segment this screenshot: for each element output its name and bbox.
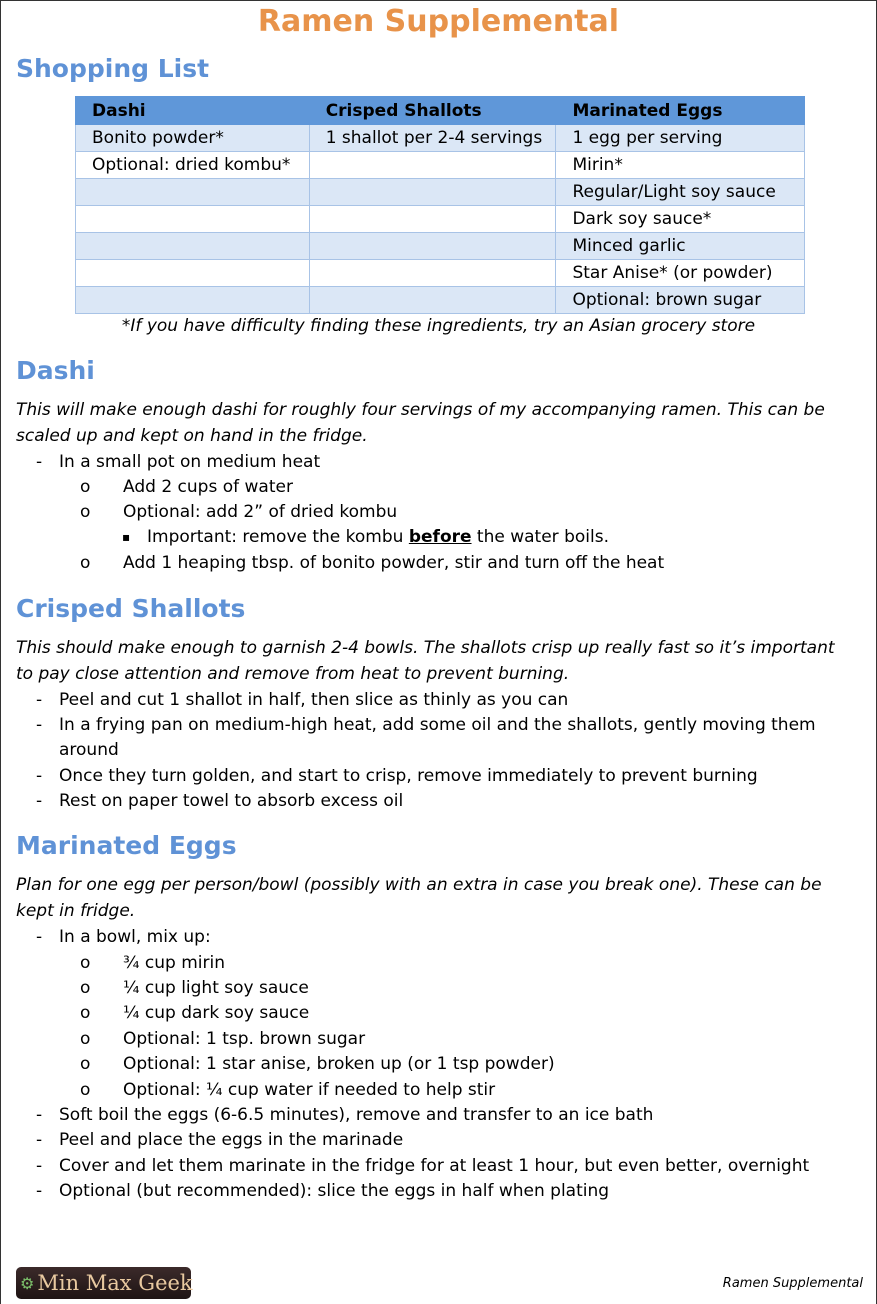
shopping-list-heading: Shopping List — [16, 54, 210, 83]
column-header: Crisped Shallots — [309, 97, 556, 125]
table-cell: Minced garlic — [556, 233, 805, 260]
table-cell: Mirin* — [556, 152, 805, 179]
eggs-mix-item: Optional: ¼ cup water if needed to help stir — [123, 1080, 496, 1100]
circle-bullet: o — [80, 1054, 91, 1074]
dash-bullet: - — [36, 927, 43, 947]
table-cell — [76, 260, 310, 287]
dash-bullet: - — [36, 1130, 43, 1150]
eggs-mix-item: Optional: 1 tsp. brown sugar — [123, 1029, 366, 1049]
table-cell — [309, 287, 556, 314]
shallots-heading: Crisped Shallots — [16, 594, 246, 623]
table-cell — [309, 260, 556, 287]
eggs-mix-item: Optional: 1 star anise, broken up (or 1 tsp powder) — [123, 1054, 555, 1074]
eggs-mix-item: ¼ cup dark soy sauce — [123, 1003, 310, 1023]
circle-bullet: o — [80, 953, 91, 973]
circle-bullet: o — [80, 978, 91, 998]
shallots-step-1: Peel and cut 1 shallot in half, then slice as thinly as you can — [59, 690, 569, 710]
table-row — [76, 152, 805, 179]
dash-bullet: - — [36, 1105, 43, 1125]
table-row — [76, 287, 805, 314]
eggs-heading: Marinated Eggs — [16, 831, 237, 860]
table-row — [76, 233, 805, 260]
shallots-step-3: Once they turn golden, and start to crisp, remove immediately to prevent burning — [59, 766, 758, 786]
table-cell: Bonito powder* — [76, 125, 310, 152]
dash-bullet: - — [36, 1156, 43, 1176]
eggs-step-3: Peel and place the eggs in the marinade — [59, 1130, 404, 1150]
shallots-intro: This should make enough to garnish 2-4 bowls. The shallots crisp up really fast so it’s important to pay close attention and remove from heat to prevent burning. — [16, 638, 835, 684]
table-row — [76, 179, 805, 206]
table-cell: 1 shallot per 2-4 servings — [309, 125, 556, 152]
dash-bullet: - — [36, 1181, 43, 1201]
table-cell: Regular/Light soy sauce — [556, 179, 805, 206]
shallots-step-2-cont: around — [59, 740, 119, 760]
table-row — [76, 206, 805, 233]
circle-bullet: o — [80, 502, 91, 522]
dashi-sub-3: Add 1 heaping tbsp. of bonito powder, stir and turn off the heat — [123, 553, 665, 573]
square-bullet: ▪ — [122, 530, 131, 544]
column-header: Marinated Eggs — [556, 97, 805, 125]
table-cell: Optional: dried kombu* — [76, 152, 310, 179]
eggs-step-2: Soft boil the eggs (6-6.5 minutes), remove and transfer to an ice bath — [59, 1105, 654, 1125]
table-cell — [76, 287, 310, 314]
dashi-sub-1: Add 2 cups of water — [123, 477, 293, 497]
dashi-sub-2: Optional: add 2” of dried kombu — [123, 502, 398, 522]
dash-bullet: - — [36, 715, 43, 735]
eggs-mix-item: ¾ cup mirin — [123, 953, 225, 973]
dashi-intro: This will make enough dashi for roughly four servings of my accompanying ramen. This can be scaled up and kept on hand in the fridge. — [16, 400, 825, 446]
table-cell — [309, 206, 556, 233]
dash-bullet: - — [36, 690, 43, 710]
shallots-step-4: Rest on paper towel to absorb excess oil — [59, 791, 404, 811]
dashi-step-1: In a small pot on medium heat — [59, 452, 321, 472]
eggs-intro: Plan for one egg per person/bowl (possibly with an extra in case you break one). These can be kept in fridge. — [16, 875, 822, 921]
logo-text: Min Max Geek — [37, 1271, 193, 1295]
table-cell: Optional: brown sugar — [556, 287, 805, 314]
important-text-end: the water boils. — [471, 527, 609, 547]
dash-bullet: - — [36, 452, 43, 472]
important-text: Important: remove the kombu — [147, 527, 409, 547]
table-header-row — [76, 97, 805, 125]
circle-bullet: o — [80, 477, 91, 497]
table-cell: 1 egg per serving — [556, 125, 805, 152]
table-row — [76, 260, 805, 287]
eggs-step-1: In a bowl, mix up: — [59, 927, 211, 947]
dashi-important-note — [147, 525, 609, 550]
table-cell — [309, 233, 556, 260]
gear-icon: ⚙ — [20, 1273, 35, 1293]
page-title: Ramen Supplemental — [257, 4, 620, 39]
table-cell — [76, 206, 310, 233]
shopping-list-table — [75, 96, 805, 314]
shopping-list-note: *If you have difficulty finding these ingredients, try an Asian grocery store — [121, 316, 756, 336]
min-max-geek-logo — [16, 1267, 191, 1299]
dash-bullet: - — [36, 766, 43, 786]
eggs-step-4: Cover and let them marinate in the fridge for at least 1 hour, but even better, overnight — [59, 1156, 810, 1176]
table-row — [76, 125, 805, 152]
table-cell: Dark soy sauce* — [556, 206, 805, 233]
dashi-heading: Dashi — [16, 356, 95, 385]
table-cell: Star Anise* (or powder) — [556, 260, 805, 287]
dash-bullet: - — [36, 791, 43, 811]
table-cell — [309, 179, 556, 206]
eggs-step-5: Optional (but recommended): slice the eggs in half when plating — [59, 1181, 610, 1201]
important-emphasis: before — [408, 527, 472, 547]
column-header: Dashi — [76, 97, 310, 125]
circle-bullet: o — [80, 1029, 91, 1049]
table-cell — [309, 152, 556, 179]
table-cell — [76, 233, 310, 260]
footer-page-label: Ramen Supplemental — [722, 1276, 863, 1291]
eggs-mix-item: ¼ cup light soy sauce — [123, 978, 309, 998]
circle-bullet: o — [80, 1003, 91, 1023]
circle-bullet: o — [80, 1080, 91, 1100]
circle-bullet: o — [80, 553, 91, 573]
table-cell — [76, 179, 310, 206]
shallots-step-2: In a frying pan on medium-high heat, add some oil and the shallots, gently moving them — [59, 715, 816, 735]
